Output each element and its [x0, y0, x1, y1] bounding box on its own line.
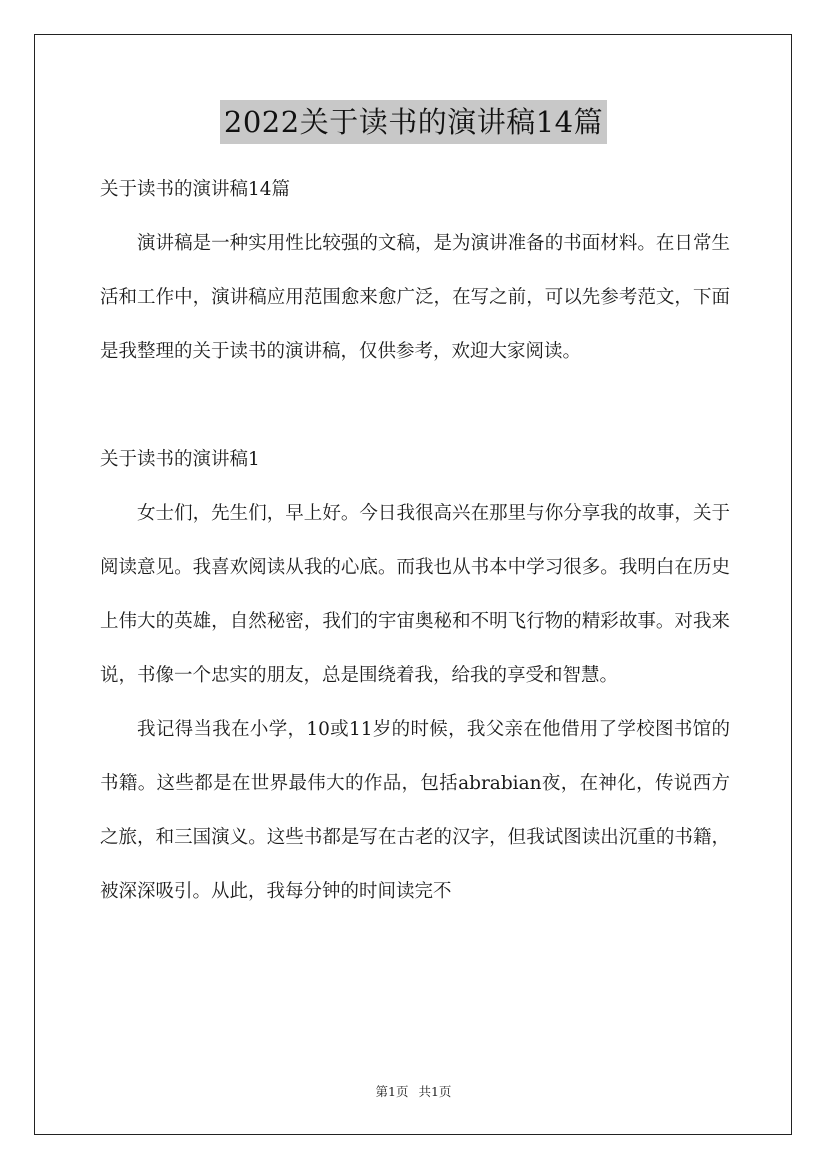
intro-paragraph: 演讲稿是一种实用性比较强的文稿，是为演讲准备的书面材料。在日常生活和工作中，演讲稿应用范围愈来愈广泛，在写之前，可以先参考范文，下面是我整理的关于读书的演讲稿，仅供参考，欢迎大家阅读。: [100, 233, 730, 362]
section-spacer: [100, 379, 730, 433]
page-number-total: 共1页: [418, 1084, 452, 1099]
section-heading: 关于读书的演讲稿1: [100, 449, 260, 470]
page-footer: [0, 1082, 827, 1100]
document-body: [100, 163, 730, 919]
body-paragraph: 我记得当我在小学，10或11岁的时候，我父亲在他借用了学校图书馆的书籍。这些都是在世界最伟大的作品，包括abrabian夜，在神化，传说西方之旅，和三国演义。这些书都是写在古老的汉字，但我试图读出沉重的书籍，被深深吸引。从此，我每分钟的时间读完不: [100, 719, 730, 902]
title-area: [0, 100, 827, 144]
page-number-current: 第1页: [375, 1084, 409, 1099]
subtitle: 关于读书的演讲稿14篇: [100, 179, 291, 200]
document-title: 2022关于读书的演讲稿14篇: [220, 100, 607, 144]
body-paragraph: 女士们，先生们，早上好。今日我很高兴在那里与你分享我的故事，关于阅读意见。我喜欢阅读从我的心底。而我也从书本中学习很多。我明白在历史上伟大的英雄，自然秘密，我们的宇宙奥秘和不明飞行物的精彩故事。对我来说，书像一个忠实的朋友，总是围绕着我，给我的享受和智慧。: [100, 503, 730, 686]
